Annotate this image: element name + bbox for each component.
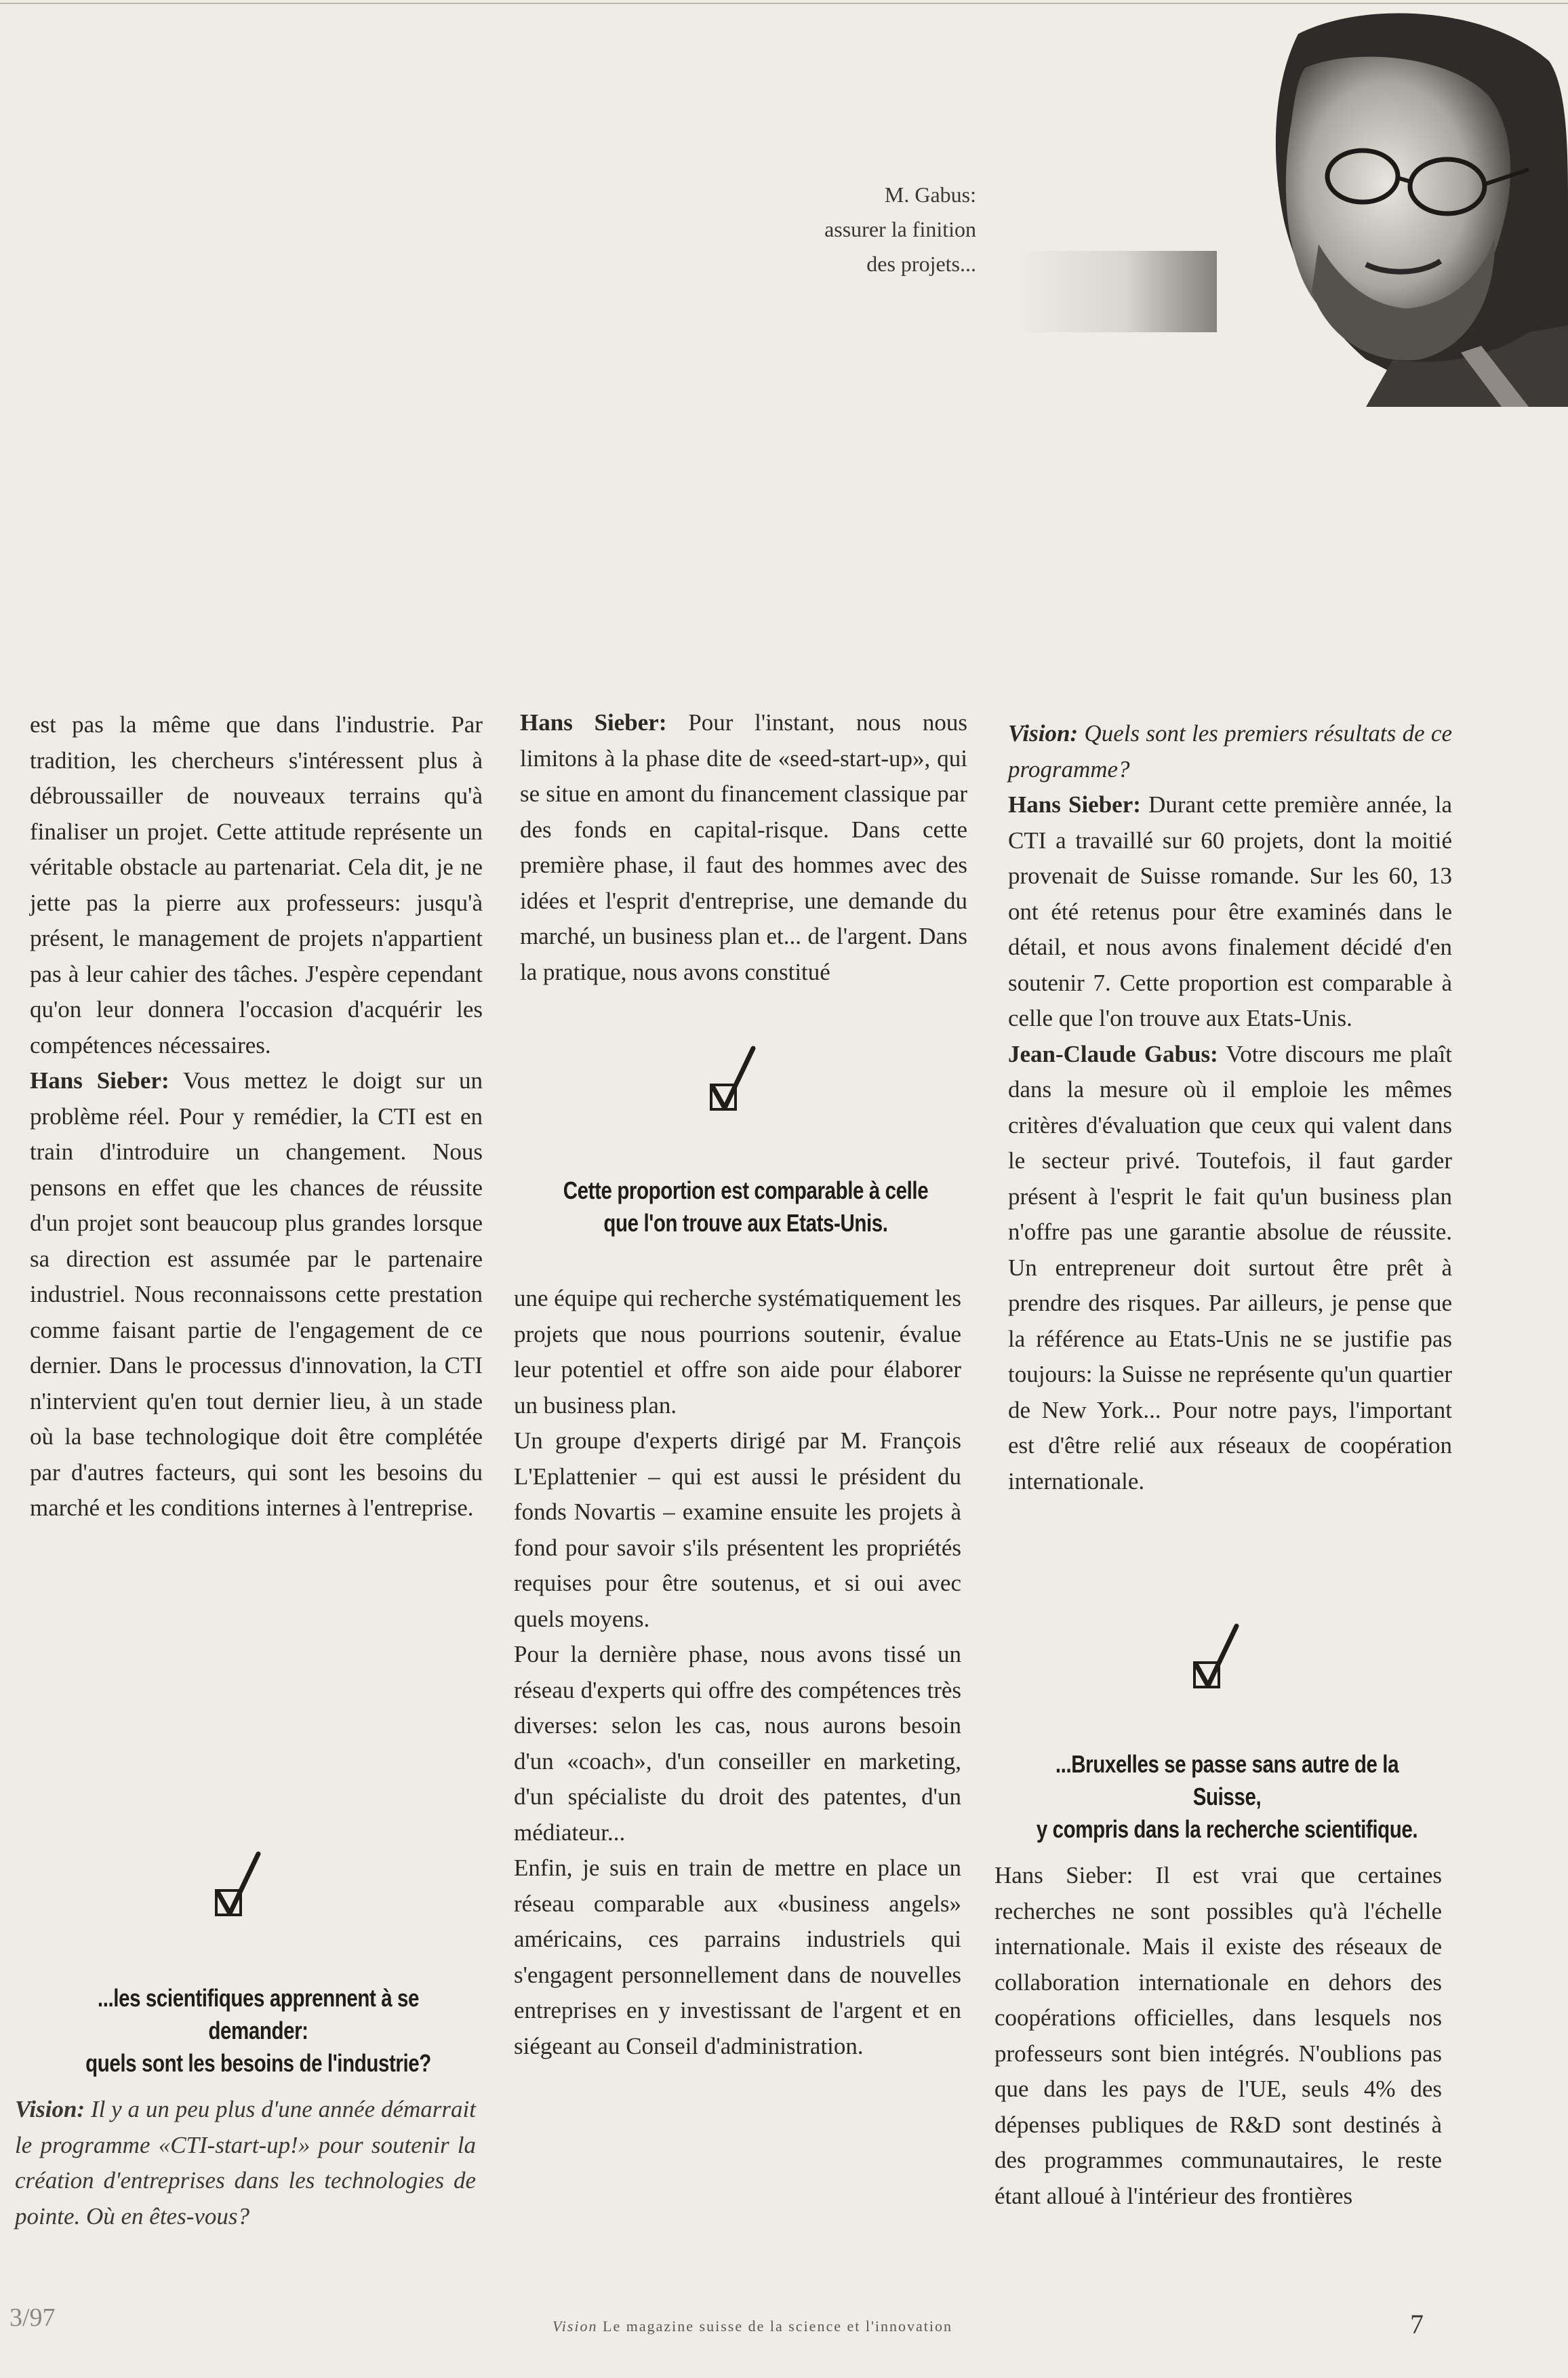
col1-question-paragraph bbox=[15, 2092, 476, 2234]
portrait-photo bbox=[1013, 7, 1568, 407]
issue-number: 3/97 bbox=[9, 2303, 56, 2332]
col2-paragraph-4: Pour la dernière phase, nous avons tissé un réseau d'experts qui offre des compétences très diverses: selon les cas, nous aurons besoin d'un «coach», d'un conseiller en marketing, d'un spécialiste du droit des patentes, d'un médiateur... bbox=[514, 1641, 961, 1846]
col2-paragraph-3: Un groupe d'experts dirigé par M. François L'Eplattenier – qui est aussi le président du fonds Novartis – examine ensuite les projets à fond pour savoir s'ils présentent les propriétés requises pour être soutenus, et si oui avec quels moyens. bbox=[514, 1427, 961, 1632]
caption-line-3: des projets... bbox=[866, 252, 976, 276]
pull-quote-2-line-2: que l'on trouve aux Etats-Unis. bbox=[603, 1209, 888, 1237]
col3-question bbox=[1008, 716, 1452, 787]
col3-paragraph-3 bbox=[994, 1858, 1442, 2214]
column-2-bottom bbox=[514, 1281, 961, 2064]
col3-paragraph-1 bbox=[1008, 787, 1452, 1037]
checkbox-check-icon bbox=[1192, 1622, 1253, 1697]
checkbox-check-icon bbox=[214, 1850, 275, 1924]
column-1 bbox=[30, 707, 483, 1526]
col2-paragraph-1-text: Pour l'instant, nous nous limitons à la phase dite de «seed-start-up», qui se situe en amont du financement classique par des fonds en capital-risque. Dans cette première phase, il faut des hommes avec des idées et l'esprit d'entreprise, une demande du marché, un business plan et... de l'argent. Dans la pratique, nous avons constitué bbox=[520, 709, 967, 985]
col1-question-text: Il y a un peu plus d'une année démarrait le programme «CTI-start-up!» pour soutenir la création d'entreprises dans les technologies de pointe. Où en êtes-vous? bbox=[15, 2096, 476, 2230]
vision-label: Vision: bbox=[15, 2096, 85, 2122]
pull-quote-1-line-2: quels sont les besoins de l'industrie? bbox=[85, 2049, 431, 2077]
page-number: 7 bbox=[1410, 2309, 1424, 2339]
pull-quote-3-line-2: y compris dans la recherche scientifique. bbox=[1036, 1815, 1418, 1843]
pull-quote-2 bbox=[546, 1174, 946, 1240]
col1-paragraph-2-text: Vous mettez le doigt sur un problème réel. Pour y remédier, la CTI est en train d'introduire un changement. Nous pensons en effet que les chances de réussite d'un projet sont beaucoup plus grandes lorsque sa direction est assumée par le partenaire industriel. Nous reconnaissons cette prestation comme faisant partie de l'engagement de ce dernier. Dans le processus d'innovation, la CTI n'intervient qu'en tout dernier lieu, à un stade où la base technologique doit être complétée par d'autres facteurs, qui sont les besoins du marché et les conditions internes à l'entreprise. bbox=[30, 1067, 483, 1521]
speaker-hans-sieber: Hans Sieber: bbox=[30, 1067, 169, 1094]
pull-quote-2-line-1: Cette proportion est comparable à celle bbox=[563, 1176, 929, 1204]
magazine-tagline: Le magazine suisse de la science et l'innovation bbox=[597, 2318, 953, 2335]
col1-paragraph-2 bbox=[30, 1063, 483, 1526]
speaker-hans-sieber: Hans Sieber: bbox=[994, 1862, 1133, 1888]
col3-paragraph-3-text: Il est vrai que certaines recherches ne sont possibles qu'à l'échelle internationale. Mais il existe des réseaux de collaboration internationale en dehors des coopérations officielles, dans lesquels nos professeurs sont bien intégrés. N'oublions pas que dans les pays de l'UE, seuls 4% des dépenses publiques de R&D sont destinés à des programmes communautaires, le reste étant alloué à l'intérieur des frontières bbox=[994, 1862, 1442, 2209]
caption-line-1: M. Gabus: bbox=[884, 182, 976, 207]
col2-paragraph-5: Enfin, je suis en train de mettre en place un réseau comparable aux «business angels» américains, ces parrains industriels qui s'engagent personnellement dans de nouvelles entreprises en y investissant de l'argent et en siégeant au Conseil d'administration. bbox=[514, 1855, 961, 2059]
speaker-jean-claude-gabus: Jean-Claude Gabus: bbox=[1008, 1040, 1218, 1067]
col3-question-text: Quels sont les premiers résultats de ce programme? bbox=[1008, 720, 1452, 782]
column-3-bottom bbox=[994, 1858, 1442, 2214]
caption-line-2: assurer la finition bbox=[824, 217, 976, 241]
pull-quote-1-line-1: ...les scientifiques apprennent à se demander: bbox=[97, 1984, 420, 2044]
column-2-top bbox=[520, 705, 967, 990]
col3-paragraph-1-text: Durant cette première année, la CTI a travaillé sur 60 projets, dont la moitié provenait de Suisse romande. Sur les 60, 13 ont été retenus pour être examinés dans le détail, et nous avons finalement décidé d'en soutenir 7. Cette proportion est comparable à celle que l'on trouve aux Etats-Unis. bbox=[1008, 791, 1452, 1031]
col2-paragraph-1 bbox=[520, 705, 967, 990]
col3-paragraph-2-text: Votre discours me plaît dans la mesure où il emploie les mêmes critères d'évaluation que ceux qui valent dans le secteur privé. Toutefois, il faut garder présent à l'esprit le fait qu'un business plan n'offre pas une garantie absolue de réussite. Un entrepreneur doit surtout être prêt à prendre des risques. Par ailleurs, je pense que la référence au Etats-Unis ne se justifie pas toujours: la Suisse ne représente qu'un quartier de New York... Pour notre pays, l'important est d'être relié aux réseaux de coopération internationale. bbox=[1008, 1040, 1452, 1494]
col1-interview-question bbox=[15, 2092, 476, 2234]
speaker-hans-sieber: Hans Sieber: bbox=[520, 709, 667, 736]
col3-paragraph-2 bbox=[1008, 1037, 1452, 1500]
vision-label: Vision: bbox=[1008, 720, 1079, 747]
col1-paragraph-1: est pas la même que dans l'industrie. Par tradition, les chercheurs s'intéressent plus à débroussailler de nouveaux terrains qu'à finaliser un projet. Cette attitude représente un véritable obstacle au partenariat. Cela dit, je ne jette pas la pierre aux professeurs: jusqu'à présent, le management de projets n'appartient pas à leur cahier des tâches. J'espère cependant qu'on leur donnera l'occasion d'acquérir les compétences nécessaires. bbox=[30, 711, 483, 1058]
magazine-name: Vision bbox=[552, 2318, 598, 2335]
checkbox-check-icon bbox=[708, 1044, 769, 1119]
col2-paragraph-2: une équipe qui recherche systématiquement les projets que nous pourrions soutenir, évalue leur potentiel et offre son aide pour élaborer un business plan. bbox=[514, 1285, 961, 1419]
speaker-hans-sieber: Hans Sieber: bbox=[1008, 791, 1141, 818]
pull-quote-3 bbox=[1027, 1748, 1427, 1846]
pull-quote-1 bbox=[52, 1982, 464, 2080]
magazine-footer bbox=[515, 2318, 990, 2335]
column-3-top bbox=[1008, 716, 1452, 1499]
photo-caption bbox=[732, 178, 976, 281]
pull-quote-3-line-1: ...Bruxelles se passe sans autre de la Suisse, bbox=[1055, 1750, 1399, 1810]
top-rule bbox=[0, 3, 1568, 4]
